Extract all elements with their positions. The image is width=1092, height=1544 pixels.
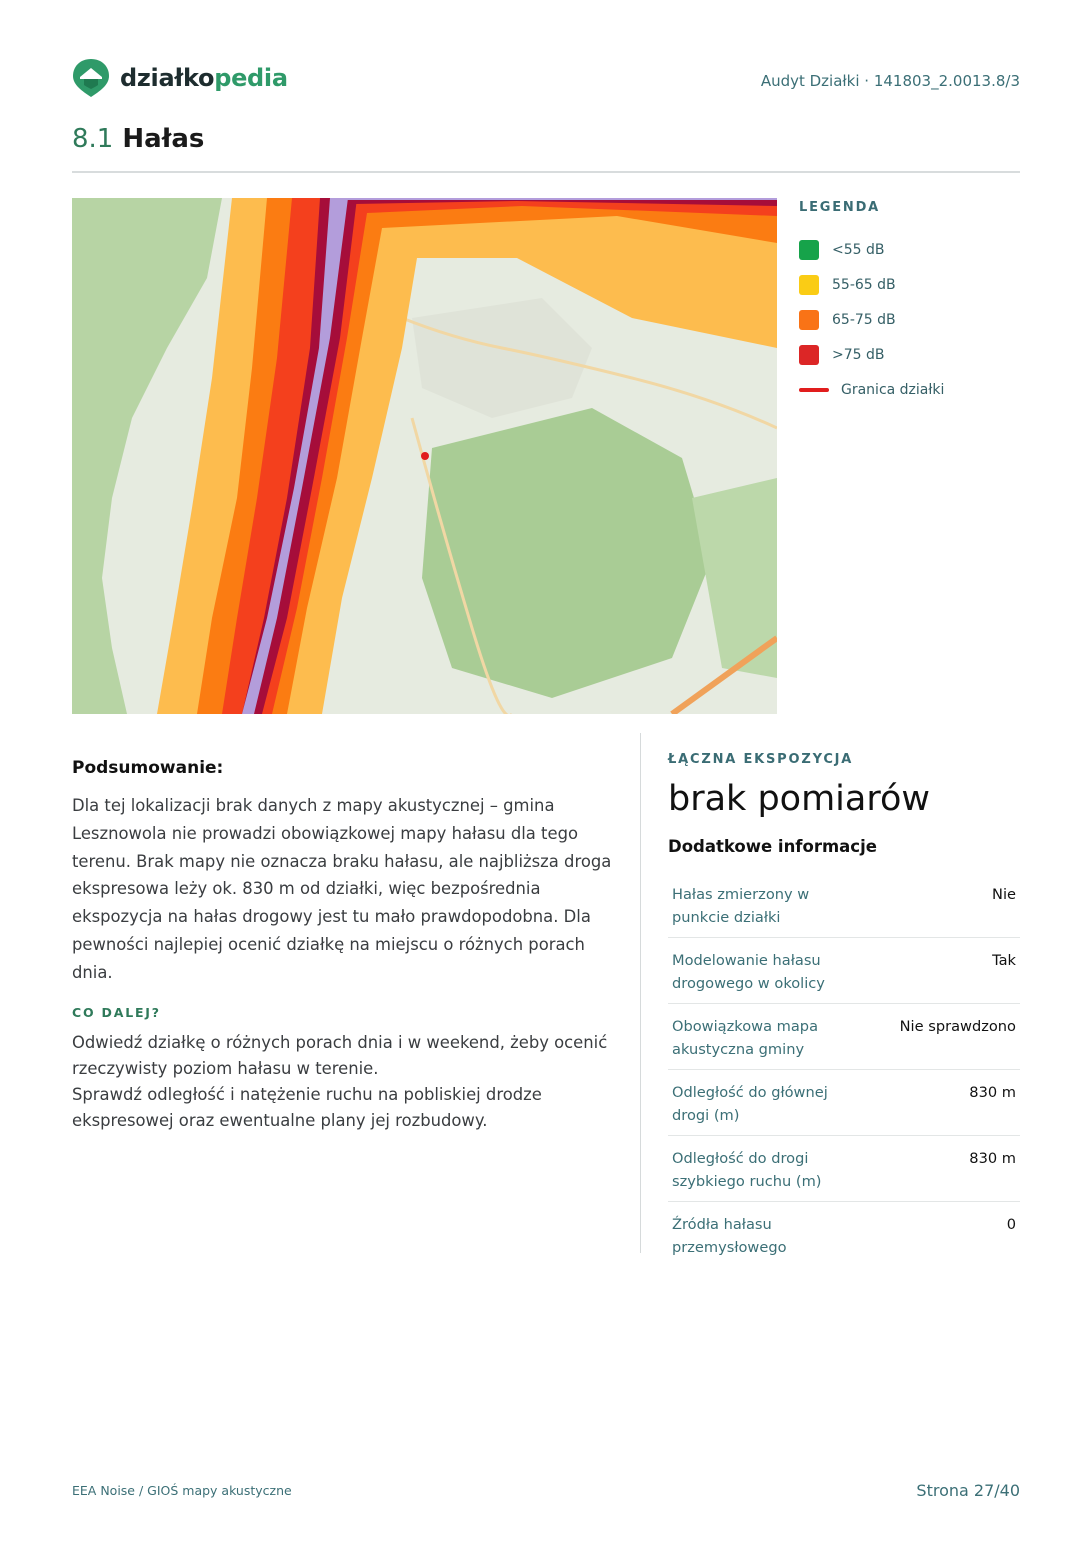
- section-title: Hałas: [122, 124, 205, 154]
- summary-title: Podsumowanie:: [72, 758, 224, 778]
- legend-label: 65-75 dB: [832, 311, 896, 328]
- noise-map-image: [72, 198, 777, 714]
- legend-swatch: [799, 240, 819, 260]
- info-value: Nie sprawdzono: [899, 1018, 1016, 1035]
- page-number: Strona 27/40: [916, 1481, 1020, 1500]
- info-row: [668, 872, 1020, 937]
- info-key: Odległość do głównej drogi (m): [672, 1084, 828, 1124]
- next-step-item: Sprawdź odległość i natężenie ruchu na pobliskiej drodze ekspresowej oraz ewentualne plany jej rozbudowy.: [72, 1084, 542, 1130]
- info-row: [668, 1201, 1020, 1267]
- page-header: [72, 58, 1020, 102]
- legend-swatch: [799, 275, 819, 295]
- legend-item-plot-boundary: [799, 372, 1029, 407]
- summary-text: Dla tej lokalizacji brak danych z mapy akustycznej – gmina Lesznowola nie prowadzi obowiązkowej mapy hałasu dla tego terenu. Brak mapy nie oznacza braku hałasu, ale najbliższa droga ekspresowa leży ok. 830 m od działki, więc bezpośrednia ekspozycja na hałas drogowy jest tu mało prawdopodobna. Dla pewności najlepiej ocenić działkę na miejscu o różnych porach dnia.: [72, 796, 612, 982]
- additional-info-table: [668, 872, 1020, 1267]
- info-row: [668, 1135, 1020, 1201]
- legend-label: <55 dB: [832, 241, 885, 258]
- legend-item-55-65: [799, 267, 1029, 302]
- info-row: [668, 1069, 1020, 1135]
- info-value: Tak: [992, 952, 1016, 969]
- next-step-item: Odwiedź działkę o różnych porach dnia i w weekend, żeby ocenić rzeczywisty poziom hałasu w terenie.: [72, 1032, 608, 1078]
- legend-label: 55-65 dB: [832, 276, 896, 293]
- legend-item-under-55: [799, 232, 1029, 267]
- additional-info-title: Dodatkowe informacje: [668, 837, 877, 856]
- exposure-value: brak pomiarów: [668, 779, 931, 819]
- legend-label: >75 dB: [832, 346, 885, 363]
- info-value: 830 m: [969, 1150, 1016, 1167]
- legend-item-65-75: [799, 302, 1029, 337]
- brand-logo: [72, 58, 288, 98]
- next-steps-title: CO DALEJ?: [72, 1004, 161, 1020]
- legend-swatch: [799, 310, 819, 330]
- footer-source: EEA Noise / GIOŚ mapy akustyczne: [72, 1483, 292, 1498]
- map-legend: [799, 200, 1029, 407]
- document-reference: Audyt Działki · 141803_2.0013.8/3: [760, 72, 1020, 90]
- info-row: [668, 937, 1020, 1003]
- info-row: [668, 1003, 1020, 1069]
- exposure-label: ŁĄCZNA EKSPOZYCJA: [668, 752, 854, 767]
- noise-map: [72, 198, 777, 714]
- info-value: 0: [1006, 1216, 1016, 1233]
- legend-item-over-75: [799, 337, 1029, 372]
- legend-swatch: [799, 345, 819, 365]
- location-pin-icon: [72, 58, 110, 98]
- legend-title: LEGENDA: [799, 200, 881, 215]
- info-value: Nie: [992, 886, 1016, 903]
- legend-line-swatch: [799, 388, 829, 392]
- info-key: Obowiązkowa mapa akustyczna gminy: [672, 1018, 819, 1058]
- exposure-column: [668, 752, 1020, 1267]
- column-divider: [640, 733, 641, 1253]
- section-number: 8.1: [72, 124, 114, 154]
- info-key: Odległość do drogi szybkiego ruchu (m): [672, 1150, 822, 1190]
- info-key: Hałas zmierzony w punkcie działki: [672, 886, 810, 926]
- info-value: 830 m: [969, 1084, 1016, 1101]
- header-divider: [72, 171, 1020, 173]
- brand-name-part1: działko: [120, 64, 215, 92]
- info-key: Źródła hałasu przemysłowego: [672, 1216, 787, 1256]
- summary-column: [72, 758, 627, 1134]
- brand-name-part2: pedia: [214, 64, 288, 92]
- legend-label: Granica działki: [841, 381, 945, 398]
- info-key: Modelowanie hałasu drogowego w okolicy: [672, 952, 825, 992]
- section-heading: [72, 124, 204, 154]
